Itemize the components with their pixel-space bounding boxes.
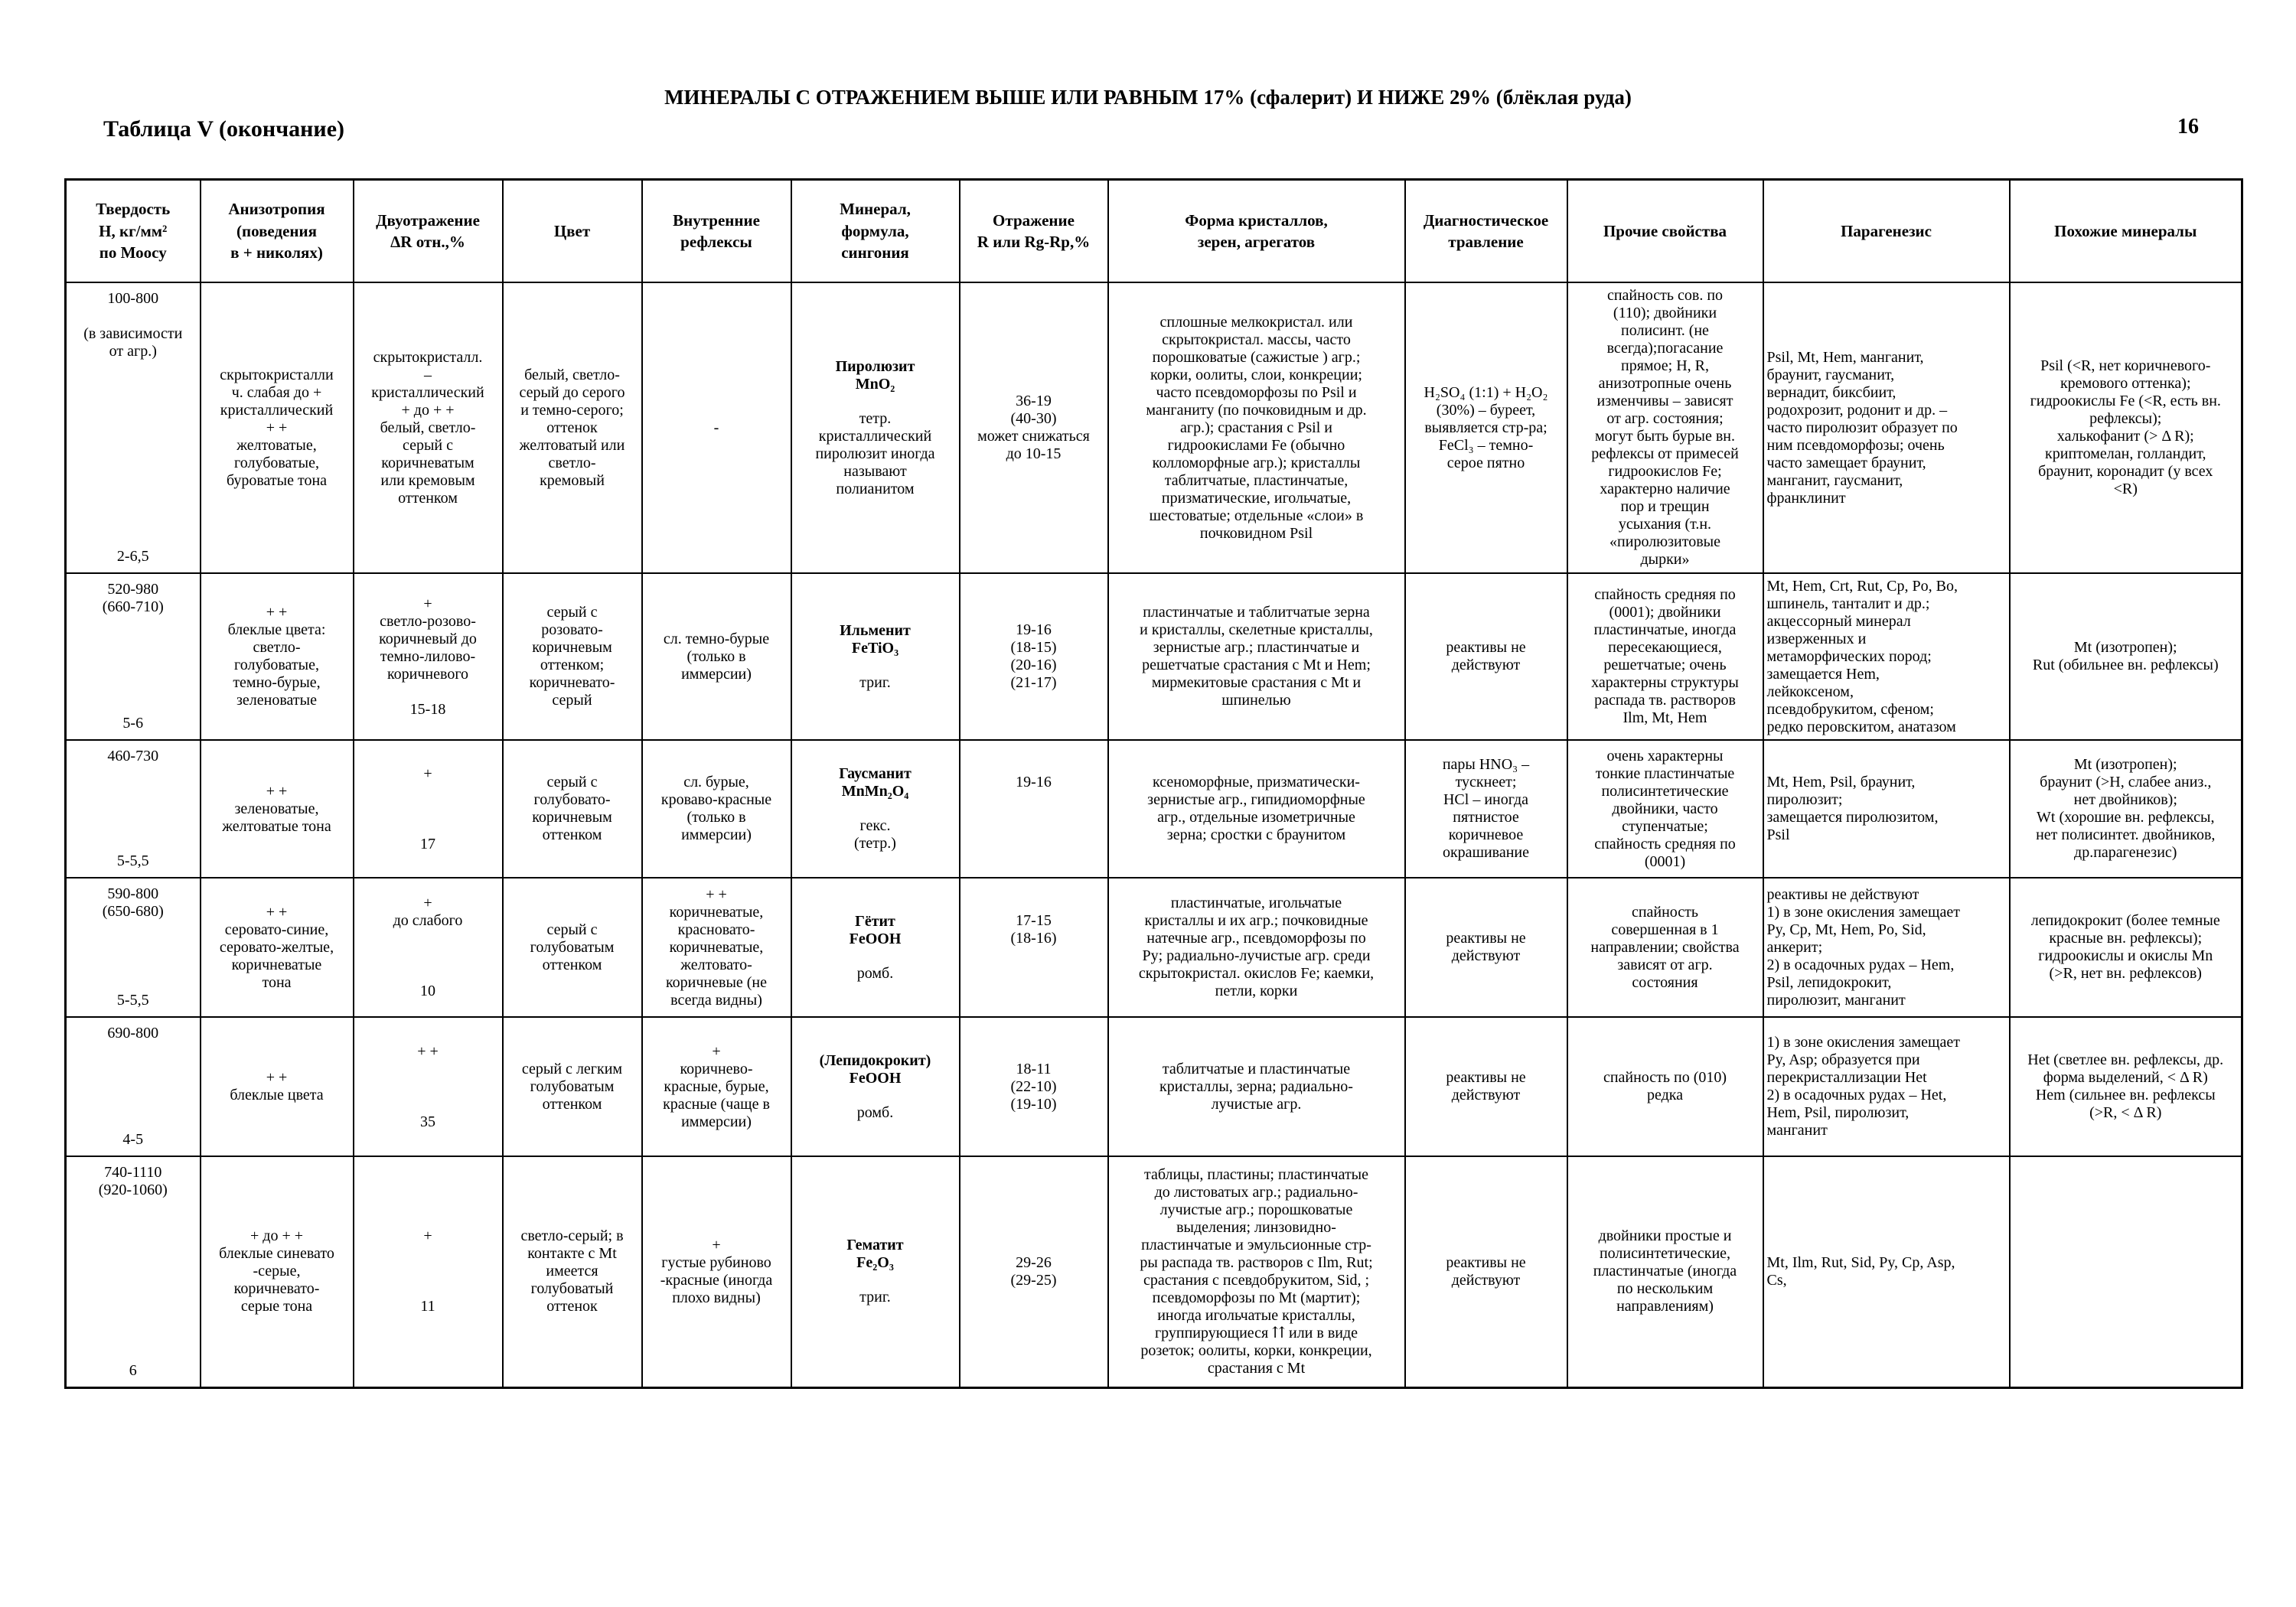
cell-mineral (791, 1156, 960, 1387)
col-header-etching: Диагностическое травление (1405, 180, 1567, 283)
cell-hardness (66, 573, 201, 740)
mohs-value: 5-5,5 (116, 992, 149, 1009)
cell-internal-reflexes: + + коричневатые, красновато- коричневатые, желтовато- коричневые (не всегда видны) (642, 878, 791, 1017)
cell-similar-minerals: Het (светлее вн. рефлексы, др. форма выделений, < Δ R) Hem (сильнее вн. рефлексы (>R, < Δ R) (2010, 1017, 2242, 1156)
cell-mineral (791, 740, 960, 878)
table-row (66, 573, 2242, 740)
cell-etching: H₂SO₄ (1:1) + H₂O₂ (30%) – буреет, выявляется стр-ра; FeCl₃ – темно- серое пятно (1405, 282, 1567, 573)
cell-etching: пары HNO₃ – тускнеет; HCl – иногда пятнистое коричневое окрашивание (1405, 740, 1567, 878)
cell-paragenesis: реактивы не действуют 1) в зоне окисления замещает Py, Cp, Mt, Hem, Po, Sid, анкерит; 2) в осадочных рудах – Hem, Psil, лепидокрокит, пиролюзит, манганит (1763, 878, 2010, 1017)
cell-birefl: + 17 (354, 740, 503, 878)
cell-color: светло-серый; в контакте с Mt имеется голубоватый оттенок (503, 1156, 642, 1387)
cell-anisotropy: + + зеленоватые, желтоватые тона (201, 740, 354, 878)
mohs-value: 6 (129, 1361, 137, 1379)
col-header-anisotropy: Анизотропия (поведения в + николях) (201, 180, 354, 283)
hardness-value: 690-800 (107, 1025, 159, 1041)
table-row (66, 878, 2242, 1017)
cell-reflectance: 29-26 (29-25) (960, 1156, 1108, 1387)
mohs-value: 5-6 (122, 715, 144, 732)
cell-anisotropy: + + серовато-синие, серовато-желтые, коричневатые тона (201, 878, 354, 1017)
hardness-value: 520-980 (660-710) (102, 581, 164, 615)
mineral-name: Ильменит (840, 621, 911, 639)
cell-crystal-form: пластинчатые, игольчатые кристаллы и их агр.; почковидные натечные агр., псевдоморфозы по Py; радиально-лучистые агр. среди скрытокристал. окислов Fe; каемки, петли, корки (1108, 878, 1405, 1017)
cell-etching: реактивы не действуют (1405, 1156, 1567, 1387)
table-row (66, 282, 2242, 573)
table-row (66, 740, 2242, 878)
col-header-hardness: Твердость Н, кг/мм² по Моосу (66, 180, 201, 283)
mohs-value: 4-5 (122, 1131, 144, 1148)
cell-crystal-form: ксеноморфные, призматически- зернистые агр., гипидиоморфные агр., отдельные изометричные зерна; сростки с браунитом (1108, 740, 1405, 878)
cell-paragenesis: Mt, Hem, Crt, Rut, Cp, Po, Bo, шпинель, танталит и др.; акцессорный минерал изверженных и метаморфических пород; замещается Hem, лейкоксеном, псевдобрукитом, сфеном; редко перовскитом, анатазом (1763, 573, 2010, 740)
cell-color: серый с розовато- коричневым оттенком; коричневато- серый (503, 573, 642, 740)
cell-hardness (66, 1156, 201, 1387)
cell-reflectance: 17-15 (18-16) (960, 878, 1108, 1017)
cell-color: серый с легким голубоватым оттенком (503, 1017, 642, 1156)
mineral-syngony: триг. (859, 1289, 891, 1306)
col-header-similar-minerals: Похожие минералы (2010, 180, 2242, 283)
cell-other-properties: двойники простые и полисинтетические, пластинчатые (иногда по нескольким направлениям) (1567, 1156, 1763, 1387)
mineral-syngony: тетр. кристаллический пиролюзит иногда называют полианитом (815, 409, 935, 497)
table-body (66, 282, 2242, 1387)
cell-hardness (66, 1017, 201, 1156)
cell-mineral (791, 878, 960, 1017)
cell-other-properties: спайность совершенная в 1 направлении; свойства зависят от агр. состояния (1567, 878, 1763, 1017)
mineral-formula: FeOOH (849, 930, 902, 947)
cell-crystal-form: пластинчатые и таблитчатые зерна и кристаллы, скелетные кристаллы, зернистые агр.; пластинчатые и решетчатые срастания с Mt и Hem; мирмекитовые срастания с Mt и шпинелью (1108, 573, 1405, 740)
mineral-formula: Fe₂O₃ (856, 1254, 894, 1272)
table-row (66, 1156, 2242, 1387)
col-header-internal-reflexes: Внутренние рефлексы (642, 180, 791, 283)
cell-other-properties: спайность сов. по (110); двойники полисинт. (не всегда);погасание прямое; H, R, анизотропные очень изменчивы – зависят от агр. состояния; могут быть бурые вн. рефлексы от примесей гидроокислов Fe; характерно наличие пор и трещин усыхания (т.н. «пиролюзитовые дырки» (1567, 282, 1763, 573)
cell-birefl: скрытокристалл. – кристаллический + до + + белый, светло- серый с коричневатым или кремовым оттенком (354, 282, 503, 573)
cell-mineral (791, 282, 960, 573)
cell-color: серый с голубоватым оттенком (503, 878, 642, 1017)
cell-reflectance: 19-16 (18-15) (20-16) (21-17) (960, 573, 1108, 740)
mohs-value: 5-5,5 (116, 852, 149, 869)
minerals-table (64, 178, 2243, 1389)
cell-similar-minerals: лепидокрокит (более темные красные вн. рефлексы); гидроокислы и окислы Mn (>R, нет вн. рефлексов) (2010, 878, 2242, 1017)
hardness-value: 100-800 (в зависимости от агр.) (83, 290, 183, 360)
cell-similar-minerals: Psil (<R, нет коричневого- кремового оттенка); гидроокислы Fe (<R, есть вн. рефлексы); халькофанит (> Δ R); криптомелан, голландит, браунит, коронадит (у всех <R) (2010, 282, 2242, 573)
mineral-formula: FeTiO₃ (851, 639, 899, 657)
col-header-other-properties: Прочие свойства (1567, 180, 1763, 283)
cell-reflectance: 36-19 (40-30) может снижаться до 10-15 (960, 282, 1108, 573)
mineral-name: Гётит (855, 912, 895, 930)
cell-birefl: + до слабого 10 (354, 878, 503, 1017)
cell-crystal-form: таблицы, пластины; пластинчатые до листоватых агр.; радиально- лучистые агр.; порошковатые выделения; линзовидно- пластинчатые и эмульсионные стр- ры распада тв. растворов с Ilm, Rut; срастания с псевдобрукитом, Sid, ; псевдоморфозы по Mt (мартит); иногда игольчатые кристаллы, группирующиеся ⇈ или в виде розеток; оолиты, корки, конкреции, срастания с Mt (1108, 1156, 1405, 1387)
cell-etching: реактивы не действуют (1405, 878, 1567, 1017)
cell-internal-reflexes: + коричнево- красные, бурые, красные (чаще в иммерсии) (642, 1017, 791, 1156)
mineral-name: Гематит (846, 1237, 904, 1254)
mineral-name: Гаусманит (839, 765, 912, 782)
col-header-color: Цвет (503, 180, 642, 283)
col-header-crystal-form: Форма кристаллов, зерен, агрегатов (1108, 180, 1405, 283)
cell-paragenesis: 1) в зоне окисления замещает Py, Asp; образуется при перекристаллизации Het 2) в осадочных рудах – Het, Hem, Psil, пиролюзит, манганит (1763, 1017, 2010, 1156)
cell-other-properties: спайность по (010) редка (1567, 1017, 1763, 1156)
cell-etching: реактивы не действуют (1405, 573, 1567, 740)
mineral-name: Пиролюзит (835, 357, 915, 375)
cell-color: белый, светло- серый до серого и темно-серого; оттенок желтоватый или светло- кремовый (503, 282, 642, 573)
cell-paragenesis: Psil, Mt, Hem, манганит, браунит, гаусманит, вернадит, биксбиит, родохрозит, родонит и др. – часто пиролюзит образует по ним псевдоморфозы; очень часто замещает браунит, манганит, гаусманит, франклинит (1763, 282, 2010, 573)
cell-other-properties: очень характерны тонкие пластинчатые полисинтетические двойники, часто ступенчатые; спайность средняя по (0001) (1567, 740, 1763, 878)
cell-birefl: + + 35 (354, 1017, 503, 1156)
mohs-value: 2-6,5 (116, 548, 149, 565)
cell-etching: реактивы не действуют (1405, 1017, 1567, 1156)
mineral-syngony: гекс. (тетр.) (854, 817, 896, 852)
header-row (66, 180, 2242, 283)
cell-mineral (791, 1017, 960, 1156)
mineral-formula: FeOOH (849, 1069, 902, 1087)
table-row (66, 1017, 2242, 1156)
col-header-paragenesis: Парагенезис (1763, 180, 2010, 283)
cell-birefl: + светло-розово- коричневый до темно-лилово- коричневого 15-18 (354, 573, 503, 740)
cell-similar-minerals: Mt (изотропен); браунит (>H, слабее аниз., нет двойников); Wt (хорошие вн. рефлексы, нет полисинтет. двойников, др.парагенезис) (2010, 740, 2242, 878)
cell-internal-reflexes: + густые рубиново -красные (иногда плохо видны) (642, 1156, 791, 1387)
cell-other-properties: спайность средняя по (0001); двойники пластинчатые, иногда пересекающиеся, решетчатые; очень характерны структуры распада тв. растворов Ilm, Mt, Hem (1567, 573, 1763, 740)
cell-color: серый с голубовато- коричневым оттенком (503, 740, 642, 878)
cell-paragenesis: Mt, Ilm, Rut, Sid, Py, Cp, Asp, Cs, (1763, 1156, 2010, 1387)
page-number: 16 (2177, 115, 2199, 139)
hardness-value: 590-800 (650-680) (102, 885, 164, 920)
cell-reflectance: 18-11 (22-10) (19-10) (960, 1017, 1108, 1156)
mineral-formula: MnO₂ (855, 375, 895, 393)
col-header-mineral: Минерал, формула, сингония (791, 180, 960, 283)
cell-hardness (66, 740, 201, 878)
mineral-name: (Лепидокрокит) (819, 1051, 931, 1069)
cell-reflectance: 19-16 (960, 740, 1108, 878)
cell-hardness (66, 878, 201, 1017)
cell-birefl: + 11 (354, 1156, 503, 1387)
col-header-birefl: Двуотражение ΔR отн.,% (354, 180, 503, 283)
cell-anisotropy: + + блеклые цвета (201, 1017, 354, 1156)
cell-crystal-form: сплошные мелкокристал. или скрытокристал. массы, часто порошковатые (сажистые ) агр.; корки, оолиты, слои, конкреции; часто псевдоморфозы по Psil и манганиту (по почковидным и др. агр.); срастания с Psil и гидроокислами Fe (обычно колломорфные агр.); кристаллы таблитчатые, пластинчатые, призматические, игольчатые, шестоватые; отдельные «слои» в почковидном Psil (1108, 282, 1405, 573)
mineral-syngony: триг. (859, 673, 891, 691)
cell-similar-minerals (2010, 1156, 2242, 1387)
hardness-value: 740-1110 (920-1060) (98, 1163, 168, 1198)
cell-crystal-form: таблитчатые и пластинчатые кристаллы, зерна; радиально- лучистые агр. (1108, 1017, 1405, 1156)
col-header-reflectance: Отражение R или Rg-Rp,% (960, 180, 1108, 283)
table-caption: Таблица V (окончание) (103, 116, 344, 142)
cell-mineral (791, 573, 960, 740)
cell-similar-minerals: Mt (изотропен); Rut (обильнее вн. рефлексы) (2010, 573, 2242, 740)
mineral-syngony: ромб. (856, 1103, 894, 1121)
cell-hardness (66, 282, 201, 573)
hardness-value: 460-730 (107, 748, 159, 764)
mineral-syngony: ромб. (856, 964, 894, 982)
cell-internal-reflexes: сл. темно-бурые (только в иммерсии) (642, 573, 791, 740)
cell-paragenesis: Mt, Hem, Psil, браунит, пиролюзит; замещается пиролюзитом, Psil (1763, 740, 2010, 878)
cell-internal-reflexes: сл. бурые, кроваво-красные (только в иммерсии) (642, 740, 791, 878)
page-title: МИНЕРАЛЫ С ОТРАЖЕНИЕМ ВЫШЕ ИЛИ РАВНЫМ 17% (сфалерит) И НИЖЕ 29% (блёклая руда) (664, 86, 1632, 109)
cell-anisotropy: скрытокристалли ч. слабая до + кристаллический + + желтоватые, голубоватые, буроватые тона (201, 282, 354, 573)
cell-anisotropy: + + блеклые цвета: светло- голубоватые, темно-бурые, зеленоватые (201, 573, 354, 740)
cell-anisotropy: + до + + блеклые синевато -серые, коричневато- серые тона (201, 1156, 354, 1387)
cell-internal-reflexes: - (642, 282, 791, 573)
mineral-formula: MnMn₂O₄ (841, 783, 909, 800)
